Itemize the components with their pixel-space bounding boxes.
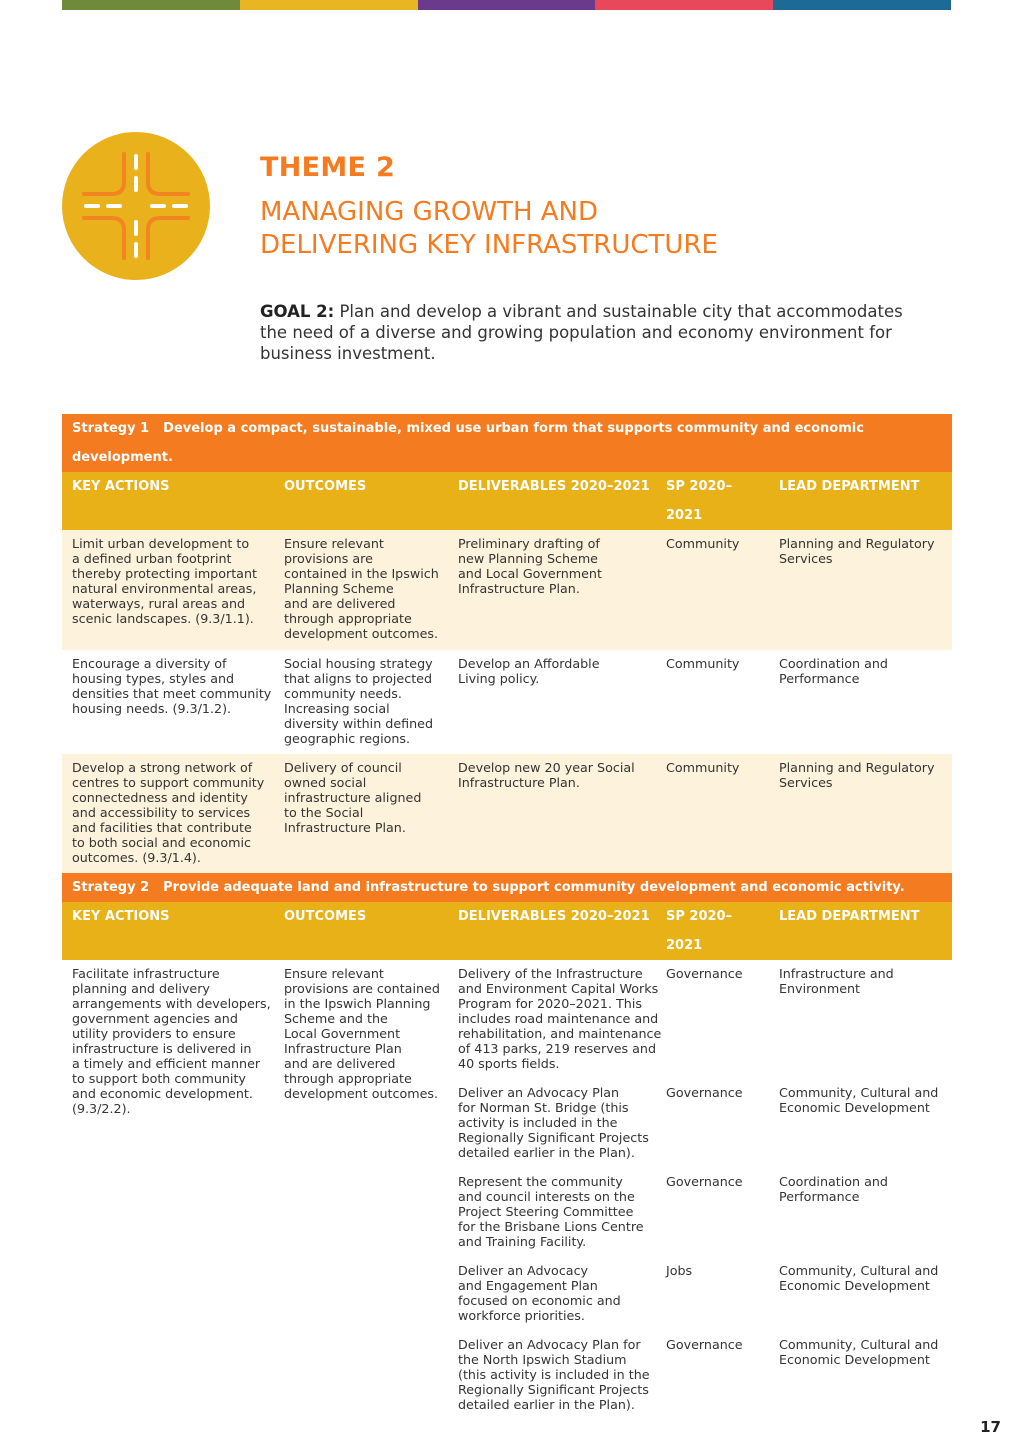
header-sp: SP 2020–2021 bbox=[656, 902, 769, 960]
text-line: the North Ipswich Stadium bbox=[458, 1352, 627, 1367]
text-line: government agencies and bbox=[72, 1011, 238, 1026]
deliverable-item bbox=[458, 966, 662, 1071]
text-line: contained in the Ipswich bbox=[284, 566, 439, 581]
text-line: to the Social bbox=[284, 805, 364, 820]
key-action-cell bbox=[62, 530, 274, 650]
text-line: provisions are contained bbox=[284, 981, 440, 996]
sp-text: Governance bbox=[666, 1337, 743, 1352]
text-line: Ensure relevant bbox=[284, 536, 384, 551]
text-line: Regionally Significant Projects bbox=[458, 1382, 649, 1397]
text-line: Deliver an Advocacy Plan bbox=[458, 1085, 620, 1100]
column-header-row bbox=[62, 472, 952, 530]
text-line: Coordination and bbox=[779, 1174, 888, 1189]
text-line: development outcomes. bbox=[284, 626, 439, 641]
header-deliverables: DELIVERABLES 2020–2021 bbox=[448, 902, 656, 960]
table-row bbox=[62, 960, 952, 1418]
sp-item bbox=[666, 1085, 763, 1160]
text-line: for Norman St. Bridge (this bbox=[458, 1100, 629, 1115]
text-line: Environment bbox=[779, 981, 861, 996]
text-line: Economic Development bbox=[779, 1100, 930, 1115]
sp-cell: Community bbox=[656, 754, 769, 873]
text-line: for the Brisbane Lions Centre bbox=[458, 1219, 644, 1234]
lead-item bbox=[779, 966, 946, 1071]
lead-department-cell bbox=[769, 960, 952, 1418]
text-line: housing needs. (9.3/1.2). bbox=[72, 701, 232, 716]
text-line: Infrastructure Plan bbox=[284, 1041, 402, 1056]
sp-item bbox=[666, 1263, 763, 1323]
lead-item bbox=[779, 1337, 946, 1412]
text-line: Economic Development bbox=[779, 1278, 930, 1293]
color-bar-segment bbox=[418, 0, 596, 10]
text-line: Community, Cultural and bbox=[779, 1263, 939, 1278]
text-line: a defined urban footprint bbox=[72, 551, 232, 566]
text-line: Limit urban development to bbox=[72, 536, 250, 551]
sp-text: Governance bbox=[666, 966, 743, 981]
text-line: Develop an Affordable bbox=[458, 656, 600, 671]
text-line: Services bbox=[779, 775, 833, 790]
text-line: Scheme and the bbox=[284, 1011, 388, 1026]
text-line: and are delivered bbox=[284, 596, 396, 611]
deliverable-item bbox=[458, 1337, 650, 1412]
header-outcomes: OUTCOMES bbox=[274, 472, 448, 530]
strategy-2-header bbox=[62, 873, 952, 902]
strategy-text: Develop a compact, sustainable, mixed use urban form that supports community and economic development. bbox=[72, 421, 864, 465]
sp-cell bbox=[656, 960, 769, 1418]
text-line: detailed earlier in the Plan). bbox=[458, 1145, 635, 1160]
text-line: connectedness and identity bbox=[72, 790, 248, 805]
strategy-text: Provide adequate land and infrastructure to support community development and economic activity. bbox=[163, 880, 905, 895]
header-key-actions: KEY ACTIONS bbox=[62, 472, 274, 530]
road-intersection-icon bbox=[62, 132, 210, 280]
header-outcomes: OUTCOMES bbox=[274, 902, 448, 960]
text-line: owned social bbox=[284, 775, 367, 790]
sp-item bbox=[666, 1174, 763, 1249]
text-line: Project Steering Committee bbox=[458, 1204, 634, 1219]
text-line: Community, Cultural and bbox=[779, 1337, 939, 1352]
text-line: and Training Facility. bbox=[458, 1234, 587, 1249]
text-line: Infrastructure Plan. bbox=[458, 581, 580, 596]
text-line: Delivery of the Infrastructure bbox=[458, 966, 643, 981]
text-line: Local Government bbox=[284, 1026, 401, 1041]
goal-text: Plan and develop a vibrant and sustainable city that accommodates the need of a diverse and growing population and economy environment for business investment. bbox=[260, 302, 903, 363]
text-line: Represent the community bbox=[458, 1174, 623, 1189]
header-sp: SP 2020–2021 bbox=[656, 472, 769, 530]
color-bar-segment bbox=[240, 0, 418, 10]
text-line: Deliver an Advocacy Plan for bbox=[458, 1337, 641, 1352]
text-line: Infrastructure and bbox=[779, 966, 894, 981]
text-line: thereby protecting important bbox=[72, 566, 257, 581]
text-line: activity is included in the bbox=[458, 1115, 618, 1130]
text-line: to both social and economic bbox=[72, 835, 251, 850]
text-line: infrastructure is delivered in bbox=[72, 1041, 252, 1056]
sp-cell: Community bbox=[666, 656, 740, 671]
text-line: Services bbox=[779, 551, 833, 566]
text-line: Encourage a diversity of bbox=[72, 656, 227, 671]
strategy-number: Strategy 2 bbox=[72, 880, 150, 895]
header-lead-department: LEAD DEPARTMENT bbox=[769, 902, 952, 960]
outcome-cell bbox=[274, 960, 448, 1418]
text-line: development outcomes. bbox=[284, 1086, 439, 1101]
text-line: Develop new 20 year Social bbox=[458, 760, 635, 775]
text-line: utility providers to ensure bbox=[72, 1026, 236, 1041]
sp-text: Governance bbox=[666, 1085, 743, 1100]
text-line: densities that meet community bbox=[72, 686, 272, 701]
text-line: rehabilitation, and maintenance bbox=[458, 1026, 662, 1041]
deliverable-cell bbox=[448, 650, 656, 754]
text-line: in the Ipswich Planning bbox=[284, 996, 431, 1011]
text-line: Coordination and bbox=[779, 656, 888, 671]
text-line: and accessibility to services bbox=[72, 805, 251, 820]
text-line: centres to support community bbox=[72, 775, 265, 790]
text-line: workforce priorities. bbox=[458, 1308, 585, 1323]
text-line: Facilitate infrastructure bbox=[72, 966, 220, 981]
text-line: 40 sports fields. bbox=[458, 1056, 560, 1071]
text-line: Performance bbox=[779, 1189, 860, 1204]
text-line: diversity within defined bbox=[284, 716, 434, 731]
text-line: new Planning Scheme bbox=[458, 551, 598, 566]
text-line: and Engagement Plan bbox=[458, 1278, 598, 1293]
theme-label: THEME 2 bbox=[260, 152, 396, 183]
table-row bbox=[62, 530, 952, 650]
text-line: through appropriate bbox=[284, 611, 412, 626]
text-line: and are delivered bbox=[284, 1056, 396, 1071]
sp-cell: Community bbox=[656, 530, 769, 650]
deliverable-cell bbox=[448, 960, 662, 1418]
table-row bbox=[62, 650, 952, 754]
lead-item bbox=[779, 1174, 946, 1249]
text-line: community needs. bbox=[284, 686, 402, 701]
outcome-cell bbox=[274, 530, 448, 650]
text-line: (9.3/2.2). bbox=[72, 1101, 131, 1116]
text-line: a timely and efficient manner bbox=[72, 1056, 261, 1071]
text-line: Planning Scheme bbox=[284, 581, 394, 596]
text-line: Community, Cultural and bbox=[779, 1085, 939, 1100]
text-line: Planning and Regulatory bbox=[779, 536, 935, 551]
header-deliverables: DELIVERABLES 2020–2021 bbox=[448, 472, 656, 530]
text-line: natural environmental areas, bbox=[72, 581, 257, 596]
text-line: geographic regions. bbox=[284, 731, 411, 746]
strategy-number: Strategy 1 bbox=[72, 421, 150, 436]
strategy-table bbox=[62, 414, 952, 1418]
text-line: through appropriate bbox=[284, 1071, 412, 1086]
top-color-bar bbox=[62, 0, 951, 10]
text-line: and economic development. bbox=[72, 1086, 253, 1101]
header-key-actions: KEY ACTIONS bbox=[62, 902, 274, 960]
sp-item bbox=[666, 966, 763, 1071]
text-line: Ensure relevant bbox=[284, 966, 384, 981]
text-line: Living policy. bbox=[458, 671, 540, 686]
table-row bbox=[62, 754, 952, 873]
text-line: to support both community bbox=[72, 1071, 246, 1086]
text-line: Regionally Significant Projects bbox=[458, 1130, 649, 1145]
text-line: waterways, rural areas and bbox=[72, 596, 246, 611]
key-action-cell bbox=[62, 754, 274, 873]
text-line: Economic Development bbox=[779, 1352, 930, 1367]
text-line: and Environment Capital Works bbox=[458, 981, 659, 996]
deliverable-cell bbox=[448, 530, 656, 650]
goal-statement bbox=[260, 301, 920, 364]
text-line: Infrastructure Plan. bbox=[284, 820, 406, 835]
goal-label: GOAL 2: bbox=[260, 302, 335, 321]
text-line: housing types, styles and bbox=[72, 671, 235, 686]
text-line: provisions are bbox=[284, 551, 373, 566]
page-number: 17 bbox=[980, 1418, 1001, 1436]
key-action-cell bbox=[62, 960, 274, 1418]
text-line: Preliminary drafting of bbox=[458, 536, 600, 551]
color-bar-segment bbox=[773, 0, 951, 10]
deliverable-item bbox=[458, 1174, 650, 1249]
column-header-row bbox=[62, 902, 952, 960]
outcome-cell bbox=[274, 754, 448, 873]
text-line: focused on economic and bbox=[458, 1293, 621, 1308]
text-line: Infrastructure Plan. bbox=[458, 775, 580, 790]
lead-department-cell bbox=[769, 754, 952, 873]
text-line: detailed earlier in the Plan). bbox=[458, 1397, 635, 1412]
sp-text: Governance bbox=[666, 1174, 743, 1189]
lead-department-cell bbox=[769, 650, 952, 754]
text-line: that aligns to projected bbox=[284, 671, 433, 686]
theme-title bbox=[260, 196, 880, 262]
lead-department-cell bbox=[769, 530, 952, 650]
sp-text: Jobs bbox=[666, 1263, 693, 1278]
text-line: planning and delivery bbox=[72, 981, 210, 996]
text-line: Social housing strategy bbox=[284, 656, 433, 671]
theme-title-line: MANAGING GROWTH AND bbox=[260, 197, 599, 227]
text-line: Performance bbox=[779, 671, 860, 686]
text-line: Program for 2020–2021. This bbox=[458, 996, 642, 1011]
theme-title-line: DELIVERING KEY INFRASTRUCTURE bbox=[260, 230, 718, 260]
deliverable-item bbox=[458, 1263, 650, 1323]
text-line: Deliver an Advocacy bbox=[458, 1263, 589, 1278]
color-bar-segment bbox=[595, 0, 773, 10]
key-action-cell bbox=[62, 650, 274, 754]
deliverable-cell bbox=[448, 754, 656, 873]
text-line: (this activity is included in the bbox=[458, 1367, 650, 1382]
text-line: and Local Government bbox=[458, 566, 602, 581]
outcome-cell bbox=[274, 650, 448, 754]
lead-item bbox=[779, 1085, 946, 1160]
text-line: scenic landscapes. (9.3/1.1). bbox=[72, 611, 254, 626]
lead-item bbox=[779, 1263, 946, 1323]
text-line: of 413 parks, 219 reserves and bbox=[458, 1041, 657, 1056]
color-bar-segment bbox=[62, 0, 240, 10]
text-line: Delivery of council bbox=[284, 760, 402, 775]
text-line: Develop a strong network of bbox=[72, 760, 253, 775]
text-line: infrastructure aligned bbox=[284, 790, 422, 805]
strategy-1-header bbox=[62, 414, 952, 472]
text-line: includes road maintenance and bbox=[458, 1011, 659, 1026]
text-line: and facilities that contribute bbox=[72, 820, 252, 835]
text-line: Planning and Regulatory bbox=[779, 760, 935, 775]
header-lead-department: LEAD DEPARTMENT bbox=[769, 472, 952, 530]
sp-item bbox=[666, 1337, 763, 1412]
text-line: and council interests on the bbox=[458, 1189, 635, 1204]
text-line: arrangements with developers, bbox=[72, 996, 271, 1011]
deliverable-item bbox=[458, 1085, 650, 1160]
text-line: Increasing social bbox=[284, 701, 390, 716]
text-line: outcomes. (9.3/1.4). bbox=[72, 850, 201, 865]
